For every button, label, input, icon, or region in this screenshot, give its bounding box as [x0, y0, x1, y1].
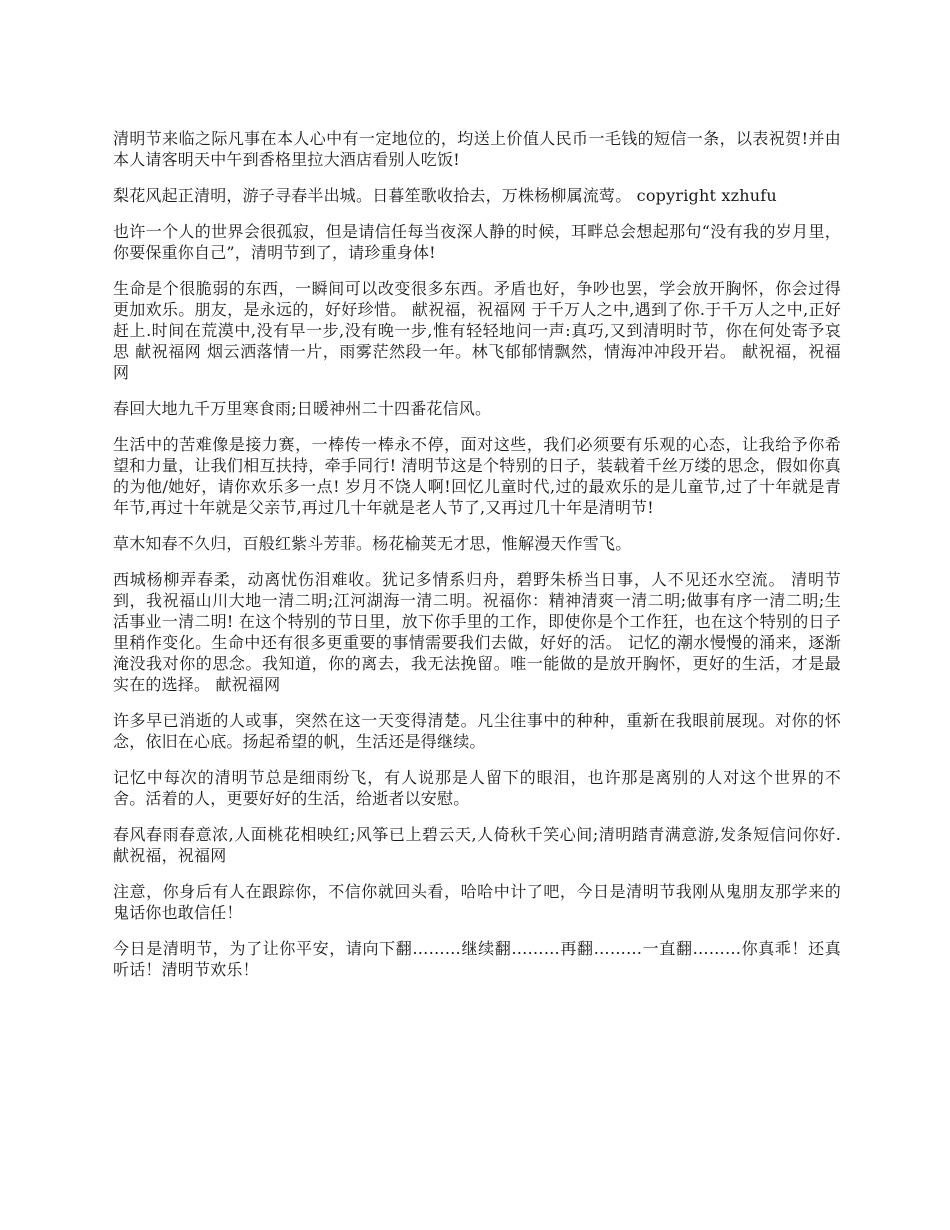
- paragraph-12: 注意，你身后有人在跟踪你，不信你就回头看，哈哈中计了吧，今日是清明节我刚从鬼朋友那学来的鬼话你也敢信任！: [113, 882, 841, 922]
- paragraph-1: 清明节来临之际凡事在本人心中有一定地位的，均送上价值人民币一毛钱的短信一条，以表祝贺!并由本人请客明天中午到香格里拉大酒店看别人吃饭!: [113, 129, 841, 169]
- paragraph-4: 生命是个很脆弱的东西，一瞬间可以改变很多东西。矛盾也好，争吵也罢，学会放开胸怀，你会过得更加欢乐。朋友，是永远的，好好珍惜。 献祝福，祝福网 于千万人之中,遇到了你.于千万人之中,正好赶上.时间在荒漠中,没有早一步,没有晚一步,惟有轻轻地问一声:真巧,又到清明时节，你在何处寄予哀思 献祝福网 烟云洒落情一片，雨雾茫然段一年。林飞郁郁情飘然，情海冲冲段开岩。 献祝福，祝福网: [113, 279, 841, 382]
- paragraph-13: 今日是清明节，为了让你平安，请向下翻………继续翻………再翻………一直翻………你真乖！还真听话！清明节欢乐！: [113, 939, 841, 979]
- paragraph-7: 草木知春不久归，百般红紫斗芳菲。杨花榆荚无才思，惟解漫天作雪飞。: [113, 534, 632, 553]
- paragraph-10: 记忆中每次的清明节总是细雨纷飞，有人说那是人留下的眼泪，也许那是离别的人对这个世界的不舍。活着的人，更要好好的生活，给逝者以安慰。: [113, 768, 841, 808]
- paragraph-9: 许多早已消逝的人或事，突然在这一天变得清楚。凡尘往事中的种种，重新在我眼前展现。对你的怀念，依旧在心底。扬起希望的帆，生活还是得继续。: [113, 711, 841, 751]
- paragraph-8: 西城杨柳弄春柔，动离忧伤泪难收。犹记多情系归舟，碧野朱桥当日事，人不见还水空流。 清明节到，我祝福山川大地一清二明;江河湖海一清二明。祝福你：精神清爽一清二明;做事有序一清二明;生活事业一清二明! 在这个特别的节日里，放下你手里的工作，即使你是个工作狂，也在这个特别的日子里稍作变化。生命中还有很多更重要的事情需要我们去做，好好的活。 记忆的潮水慢慢的涌来，逐渐淹没我对你的思念。我知道，你的离去，我无法挽留。唯一能做的是放开胸怀，更好的生活，才是最实在的选择。 献祝福网: [113, 570, 841, 694]
- document-page: [113, 128, 841, 995]
- paragraph-3: 也许一个人的世界会很孤寂，但是请信任每当夜深人静的时候，耳畔总会想起那句“没有我的岁月里，你要保重你自己”，清明节到了，请珍重身体!: [113, 222, 841, 262]
- paragraph-6: 生活中的苦难像是接力赛，一棒传一棒永不停，面对这些，我们必须要有乐观的心态，让我给予你希望和力量，让我们相互扶持，牵手同行! 清明节这是个特别的日子，装载着千丝万缕的思念，假如你真的为他/她好，请你欢乐多一点! 岁月不饶人啊!回忆儿童时代,过的最欢乐的是儿童节,过了十年就是青年节,再过十年就是父亲节,再过几十年就是老人节了,又再过几十年是清明节!: [113, 435, 841, 517]
- paragraph-5: 春回大地九千万里寒食雨;日暖神州二十四番花信风。: [113, 399, 492, 418]
- paragraph-11: 春风春雨春意浓,人面桃花相映红;风筝已上碧云天,人倚秋千笑心间;清明踏青满意游,发条短信问你好. 献祝福，祝福网: [113, 825, 841, 865]
- paragraph-2: 梨花风起正清明，游子寻春半出城。日暮笙歌收拾去，万株杨柳属流莺。 copyright xzhufu: [113, 186, 777, 205]
